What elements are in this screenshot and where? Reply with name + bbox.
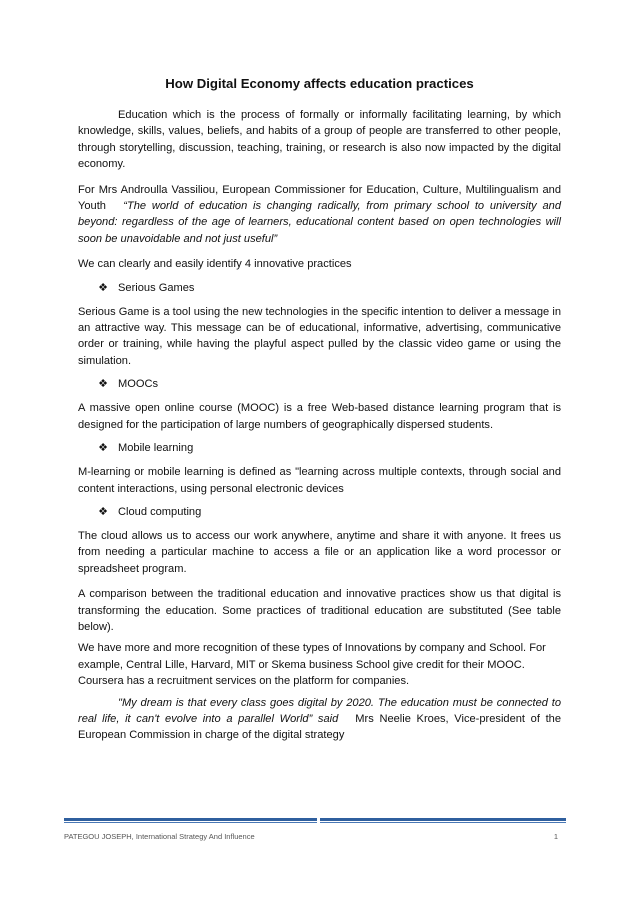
section-heading-mobile-learning	[78, 440, 561, 456]
practices-intro: We can clearly and easily identify 4 innovative practices	[78, 258, 352, 271]
section-heading-label: MOOCs	[118, 378, 159, 391]
document-title: How Digital Economy affects education practices	[165, 76, 474, 91]
quote-1-text: “The world of education is changing radically, from primary school to university and beyond: regardless of the age of learners, educational content based on open technologies will soon be unavoidable and not just useful”	[78, 200, 561, 245]
section-body-serious-games: Serious Game is a tool using the new technologies in the specific intention to deliver a message in an attractive way. This message can be of educational, informative, advertising, communicative order or training, while having the playful aspect pulled by the classic video game or using the simulation.	[78, 305, 561, 367]
section-heading-moocs	[78, 376, 561, 392]
quote-1-lead: For Mrs Androulla Vassiliou, European Commissioner for Education, Culture, Multilingualism and Youth	[78, 183, 561, 213]
diamond-bullet-icon: ❖	[98, 505, 108, 518]
footer-rule	[64, 818, 566, 823]
intro-paragraph: Education which is the process of formally or informally facilitating learning, by which knowledge, skills, values, beliefs, and habits of a group of people are transferred to other people, through storytelling, discussion, teaching, training, or research is also now impacted by the digital economy.	[78, 109, 561, 171]
diamond-bullet-icon: ❖	[98, 378, 108, 391]
quote-2-text: "My dream is that every class goes digital by 2020. The education must be connected to real life, it can't evolve into a parallel World” said	[78, 696, 561, 725]
section-heading-label: Mobile learning	[118, 442, 194, 455]
section-heading-cloud-computing	[78, 504, 561, 520]
section-heading-label: Serious Games	[118, 281, 195, 294]
quote-paragraph-1	[78, 182, 561, 248]
section-heading-label: Cloud computing	[118, 505, 202, 518]
section-body-mobile-learning: M-learning or mobile learning is defined as "learning across multiple contexts, through social and content interactions, using personal electronic devices	[78, 466, 561, 495]
section-heading-serious-games	[78, 280, 561, 296]
diamond-bullet-icon: ❖	[98, 442, 108, 455]
section-body-moocs: A massive open online course (MOOC) is a free Web-based distance learning program that is designed for the participation of large numbers of geographically dispersed students.	[78, 402, 561, 431]
diamond-bullet-icon: ❖	[98, 281, 108, 294]
recognition-paragraph: We have more and more recognition of these types of Innovations by company and School. For example, Central Lille, Harvard, MIT or Skema business School give credit for their MOOC. Coursera has a recruitment services on the platform for companies.	[78, 642, 546, 688]
footer-author: PATEGOU JOSEPH, International Strategy And Influence	[64, 832, 255, 841]
page-content	[78, 76, 561, 744]
quote-2-attribution: Mrs Neelie Kroes, Vice-president of the European Commission in charge of the digital strategy	[78, 712, 562, 742]
quote-paragraph-2	[78, 695, 561, 744]
section-body-cloud-computing: The cloud allows us to access our work anywhere, anytime and share it with anyone. It frees us from needing a particular machine to access a file or an application like a word processor or spreadsheet program.	[78, 529, 561, 575]
comparison-paragraph: A comparison between the traditional education and innovative practices show us that digital is transforming the education. Some practices of traditional education are substituted (See table below).	[78, 588, 561, 633]
page-footer	[64, 818, 566, 841]
footer-page-number: 1	[553, 832, 558, 841]
